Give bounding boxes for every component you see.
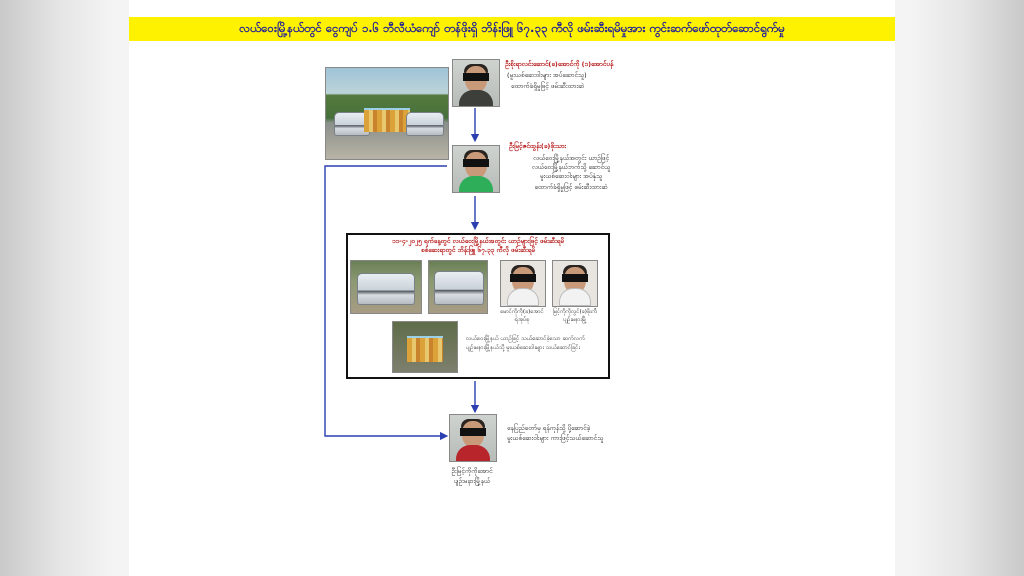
censor-bar <box>562 274 588 282</box>
suspect1-line-2: ထောက်ခံရှိမှုဖြင့် ဖမ်းဆီးထားဆဲ <box>511 82 585 90</box>
suspect2-line-1: လယ်ဝေးမြို့နယ်အတွင်း ယာဉ်ဖြင့် <box>532 154 610 162</box>
suspect2-line-4: ထောက်ခံရှိမှုဖြင့် ဖမ်းဆီးထားဆဲ <box>534 183 608 191</box>
censor-bar <box>460 428 486 436</box>
arrestee2-photo <box>552 260 598 307</box>
seized-drug-packages <box>364 108 410 132</box>
suspect2-line-2: လယ်ဝေးမြို့နယ်ဘက်သို့ ဆောင်ယူ <box>531 163 611 171</box>
censor-bar <box>463 73 489 81</box>
suspect3-line-2: မူးယစ်ဆေးဝါးများ ကားဖြင့်သယ်ဆောင်သူ <box>507 434 604 442</box>
censor-bar <box>510 274 536 282</box>
censor-bar <box>463 159 489 167</box>
suspect2-line-3: မူးယစ်ဆေးဝါးများ အပ်နှံသူ <box>539 172 603 180</box>
arrestee1-detail: ရဲအုပ်စု <box>514 317 530 323</box>
arrestee2-detail: ပျဉ်းမနားမြို့ <box>563 317 587 323</box>
suspect1-line-1: (မူးယစ်ဆေးဝါးများ အပ်ဆောင်သူ) <box>507 71 587 79</box>
suspect3-name: ဦးမြင့်ကိုကိုအောင် <box>451 467 493 475</box>
seizure-caption-1: လယ်ဝေးမြို့နယ် ယာဉ်ဖြင့် သယ်ဆောင်ခဲ့သော ဆက်လက် <box>466 336 585 342</box>
seizure-scene-photo <box>325 67 449 160</box>
suspect2-name: ဦးမြင့်ဇင်ထွန်း(ခ)ဖိုးသား <box>509 142 567 150</box>
seized-van-photo <box>428 260 488 314</box>
suspect1-photo <box>452 59 500 107</box>
seized-trunk-cargo-photo <box>392 321 458 373</box>
seizure-heading-2: စစ်ဆေးရာတွင် ဘိန်းဖြူ ၆၇.၃၃ ကီလို ဖမ်းဆီးရမိ <box>421 246 535 254</box>
arrestee1-photo <box>500 260 546 307</box>
headline-banner: လယ်ဝေးမြို့နယ်တွင် ငွေကျပ် ၁.၆ ဘီလီယံကျော် တန်ဖိုးရှိ ဘိန်းဖြူ ၆၇.၃၃ ကီလို ဖမ်းဆီးရမိမှုအား ကွင်းဆက်ဖော်ထုတ်ဆောင်ရွက်မှု <box>129 17 895 41</box>
suspect3-line-1: နေပြည်တော်မှ ရန်ကုန်သို့ ပို့ဆောင်ခဲ့ <box>507 424 591 432</box>
suspect3-place: ပျဉ်းမနားမြို့နယ် <box>453 477 491 485</box>
arrestee2-name: မြင့်ကိုကိုလွင်(ခ)ဖိုးကီ <box>552 309 598 315</box>
suspect1-name: ဦးစိုးရာလင်းဆောင်(ခ)အောင်ကို (၁)အောင်ပန် <box>505 60 614 68</box>
seizure-details-box <box>346 233 610 379</box>
suspect2-photo <box>452 145 500 193</box>
seizure-heading-1: ၁၁-၄-၂၀၂၅ ရက်နေ့တွင် လယ်ဝေးမြို့နယ်အတွင်း ယာဉ်များဖြင့် ဖမ်းဆီးရမိ <box>392 237 564 245</box>
seizure-caption-2: ပျဉ်းမနားမြို့နယ်သို့ မူးယစ်ဆေးဝါးများ သယ်ဆောင်ခြင်း <box>466 345 580 351</box>
seized-suv-photo <box>350 260 422 314</box>
arrestee1-name: မောင်ကိုကို(ခ)အောင် <box>500 309 544 315</box>
suspect3-photo <box>449 414 497 462</box>
document-sheet <box>129 0 895 576</box>
scene-car-right <box>406 112 444 136</box>
